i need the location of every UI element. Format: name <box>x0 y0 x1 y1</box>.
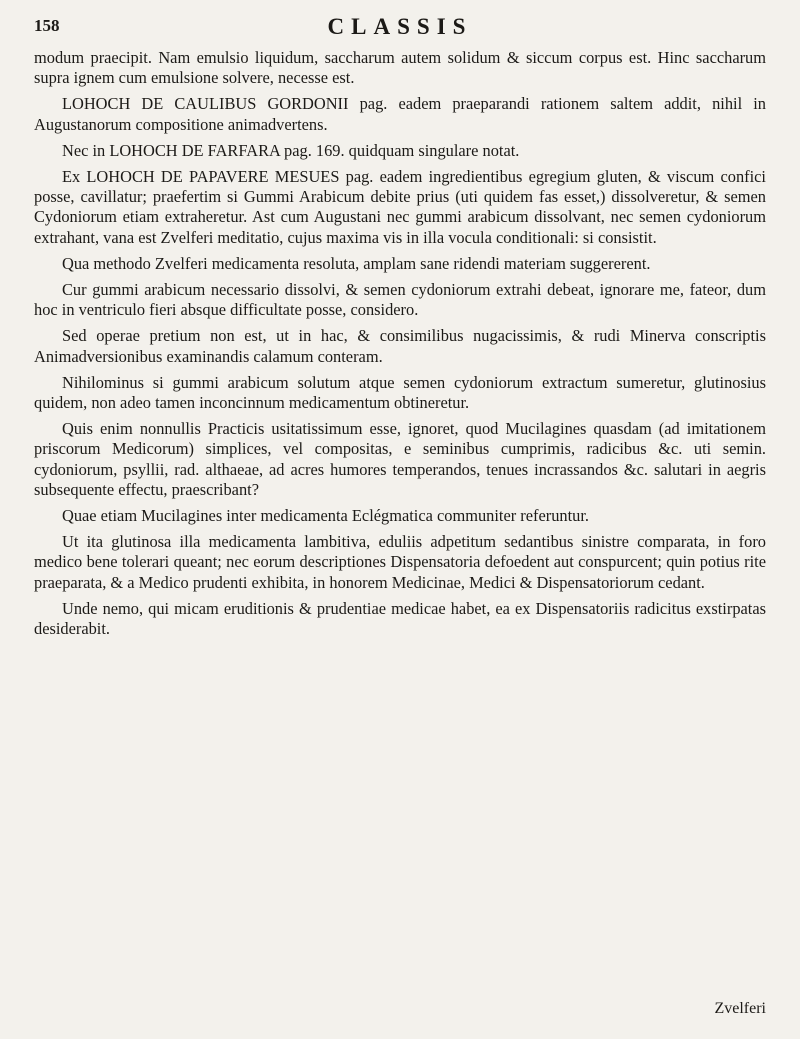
paragraph: Ex LOHOCH DE PAPAVERE MESUES pag. eadem ingredientibus egregium gluten, & viscum confici posse, cavillatur; praefertim si Gummi Arabicum debite prius (uti quidem fas esset,) dissolveretur, & semen Cydoniorum etiam extraheretur. Ast cum Augustani nec gummi arabicum dissolvant, nec semen cydoniorum extrahant, vana est Zvelferi meditatio, cujus maxima vis in illa vocula conditionali: si consistit. <box>34 167 766 247</box>
paragraph: Qua methodo Zvelferi medicamenta resoluta, amplam sane ridendi materiam suggererent. <box>62 253 651 273</box>
paragraph: Ut ita glutinosa illa medicamenta lambitiva, eduliis adpetitum sedantibus sinistre comparata, in foro medico bene tolerari queant; nec eorum descriptiones Dispensatoria defoedent aut conspurcent; quin potius rite praeparata, & a Medico prudenti exhibita, in honorem Medicinae, Medici & Dispensatoriorum cedant. <box>34 532 766 592</box>
paragraph: modum praecipit. Nam emulsio liquidum, saccharum autem solidum & siccum corpus est. Hinc saccharum supra ignem cum emulsione solvere, necesse est. <box>34 48 766 88</box>
page-number: 158 <box>34 16 60 35</box>
body-text <box>34 48 766 639</box>
paragraph: Cur gummi arabicum necessario dissolvi, & semen cydoniorum extrahi debeat, ignorare me, fateor, dum hoc in ventriculo fieri absque difficultate posse, considero. <box>34 280 766 320</box>
paragraph: Nihilominus si gummi arabicum solutum atque semen cydoniorum extractum sumeretur, glutinosius quidem, non adeo tamen inconcinnum medicamentum obtineretur. <box>34 372 766 413</box>
running-head: CLASSIS <box>327 14 473 39</box>
paragraph: Quis enim nonnullis Practicis usitatissimum esse, ignoret, quod Mucilagines quasdam (ad imitationem priscorum Medicorum) simplices, vel compositas, e seminibus cumprimis, radicibus &c. uti semin. cydoniorum, psyllii, rad. althaeae, ad acres humores temperandos, tenues incrassandos &c. salutari in aegris subsequente effectu, praescribant? <box>34 419 766 499</box>
paragraph: Nec in LOHOCH DE FARFARA pag. 169. quidquam singulare notat. <box>62 140 520 160</box>
paragraph: Quae etiam Mucilagines inter medicamenta Eclégmatica communiter referuntur. <box>62 506 590 526</box>
paragraph: Unde nemo, qui micam eruditionis & prudentiae medicae habet, ea ex Dispensatoriis radicitus exstirpatas desiderabit. <box>34 598 766 639</box>
paragraph: Sed operae pretium non est, ut in hac, & consimilibus nugacissimis, & rudi Minerva conscriptis Animadversionibus examinandis calamum conteram. <box>34 326 766 366</box>
paragraph: LOHOCH DE CAULIBUS GORDONII pag. eadem praeparandi rationem saltem addit, nihil in Augustanorum compositione animadvertens. <box>34 94 766 134</box>
catchword: Zvelferi <box>714 1000 766 1017</box>
page-header <box>34 14 766 48</box>
